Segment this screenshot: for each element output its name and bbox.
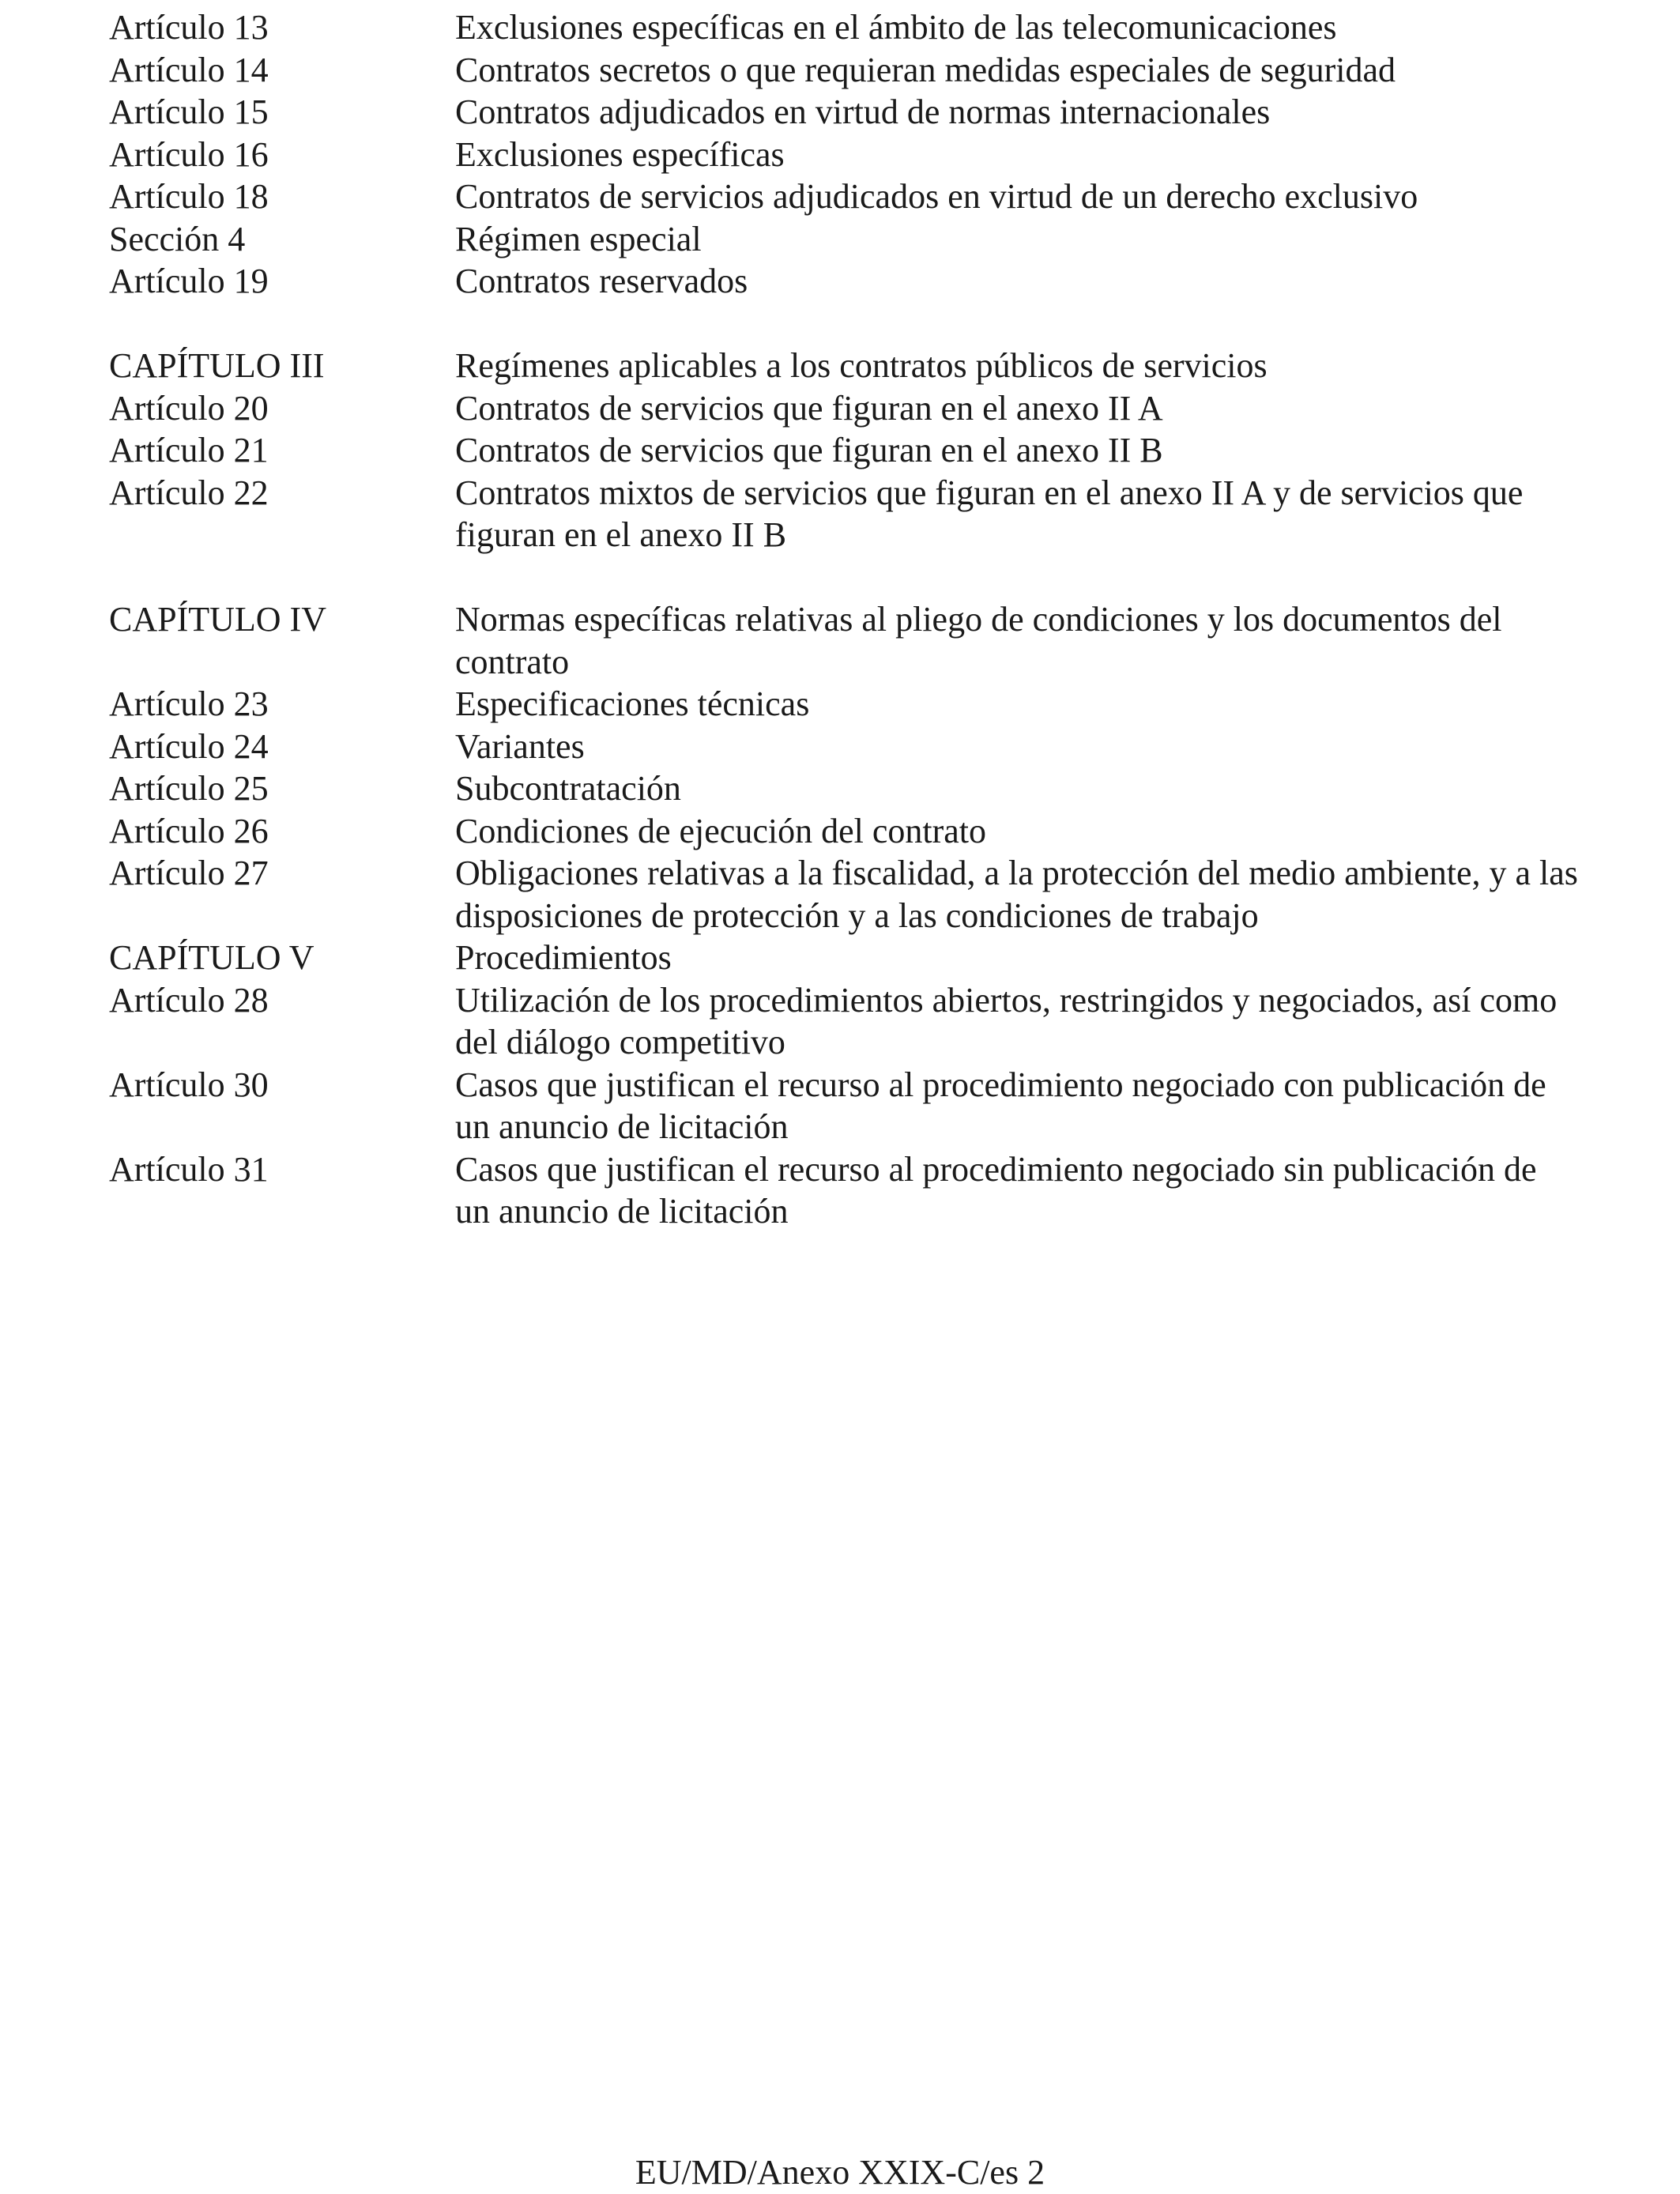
toc-entry-title: Contratos mixtos de servicios que figuran en el anexo II A y de servicios que figuran en el anexo II B: [455, 473, 1524, 554]
toc-entry-capitulo-iii: [109, 345, 1579, 387]
toc-entry-ref: Artículo 28: [109, 980, 269, 1020]
toc-entry-articulo-27: [109, 852, 1579, 937]
toc-entry-title: Procedimientos: [455, 938, 672, 977]
toc-entry-title: Contratos adjudicados en virtud de normas internacionales: [455, 92, 1271, 131]
toc-entry-capitulo-v: [109, 937, 1579, 979]
toc-entry-title: Exclusiones específicas en el ámbito de las telecomunicaciones: [455, 8, 1337, 47]
toc-entry-articulo-25: [109, 767, 1579, 810]
toc-entry-title: Especificaciones técnicas: [455, 684, 810, 723]
toc-entry-articulo-14: [109, 49, 1579, 92]
toc-entry-title: Contratos reservados: [455, 262, 748, 300]
toc-entry-ref: Artículo 21: [109, 431, 269, 469]
toc-entry-articulo-18: [109, 175, 1579, 218]
toc-entry-ref: Sección 4: [109, 219, 246, 258]
toc-entry-title: Casos que justifican el recurso al procedimiento negociado con publicación de un anuncio de licitación: [455, 1065, 1546, 1146]
toc-entry-title: Variantes: [455, 726, 585, 766]
toc-entry-ref: CAPÍTULO IV: [109, 600, 326, 639]
toc-entry-seccion-4: [109, 218, 1579, 261]
toc-entry-title: Casos que justifican el recurso al procedimiento negociado sin publicación de un anuncio de licitación: [455, 1149, 1537, 1231]
toc-entry-articulo-15: [109, 91, 1579, 134]
toc-entry-ref: CAPÍTULO V: [109, 938, 315, 977]
toc-entry-title: Obligaciones relativas a la fiscalidad, a la protección del medio ambiente, y a las disposiciones de protección y a las condiciones de trabajo: [455, 854, 1578, 935]
toc-entry-ref: Artículo 23: [109, 684, 269, 723]
toc-entry-ref: Artículo 19: [109, 262, 269, 300]
toc-entry-ref: Artículo 20: [109, 388, 269, 428]
toc-entry-capitulo-iv: [109, 598, 1579, 683]
toc-entry-title: Regímenes aplicables a los contratos públicos de servicios: [455, 346, 1268, 385]
toc-entry-title: Utilización de los procedimientos abiertos, restringidos y negociados, así como del diálogo competitivo: [455, 980, 1558, 1061]
toc-entry-title: Contratos de servicios que figuran en el anexo II B: [455, 431, 1163, 469]
toc-entry-ref: Artículo 22: [109, 473, 269, 512]
toc-entry-articulo-24: [109, 726, 1579, 768]
toc-entry-articulo-22: [109, 472, 1579, 556]
toc-entry-ref: Artículo 24: [109, 726, 269, 766]
toc-entry-title: Régimen especial: [455, 219, 702, 258]
toc-entry-title: Condiciones de ejecución del contrato: [455, 811, 986, 850]
toc-entry-ref: Artículo 30: [109, 1065, 269, 1104]
toc-entry-title: Exclusiones específicas: [455, 134, 785, 174]
toc-entry-articulo-28: [109, 979, 1579, 1064]
toc-entry-title: Subcontratación: [455, 769, 681, 808]
toc-entry-articulo-13: [109, 6, 1579, 49]
toc-entry-articulo-16: [109, 134, 1579, 176]
toc-entry-ref: Artículo 16: [109, 134, 269, 174]
page-footer-reference: EU/MD/Anexo XXIX-C/es 2: [635, 2153, 1045, 2192]
toc-entry-articulo-19: [109, 260, 1579, 303]
toc-entry-title: Contratos de servicios que figuran en el anexo II A: [455, 388, 1163, 428]
toc-entry-title: Normas específicas relativas al pliego de condiciones y los documentos del contrato: [455, 600, 1502, 681]
toc-entry-articulo-31: [109, 1148, 1579, 1233]
toc-entry-title: Contratos secretos o que requieran medidas especiales de seguridad: [455, 50, 1396, 89]
toc-entry-ref: Artículo 27: [109, 854, 269, 892]
toc-entry-ref: CAPÍTULO III: [109, 346, 325, 385]
toc-entry-ref: Artículo 31: [109, 1149, 269, 1189]
toc-entry-articulo-26: [109, 810, 1579, 853]
toc-entry-title: Contratos de servicios adjudicados en virtud de un derecho exclusivo: [455, 177, 1418, 216]
toc-entry-ref: Artículo 18: [109, 177, 269, 216]
toc-entry-ref: Artículo 14: [109, 50, 269, 89]
toc-entry-articulo-21: [109, 429, 1579, 472]
toc-entry-articulo-23: [109, 683, 1579, 726]
toc-entry-ref: Artículo 13: [109, 8, 269, 47]
toc-entry-articulo-30: [109, 1064, 1579, 1148]
table-of-contents: [109, 6, 1579, 1233]
toc-entry-ref: Artículo 25: [109, 769, 269, 808]
toc-entry-ref: Artículo 15: [109, 92, 269, 131]
toc-entry-ref: Artículo 26: [109, 811, 269, 850]
toc-entry-articulo-20: [109, 387, 1579, 430]
